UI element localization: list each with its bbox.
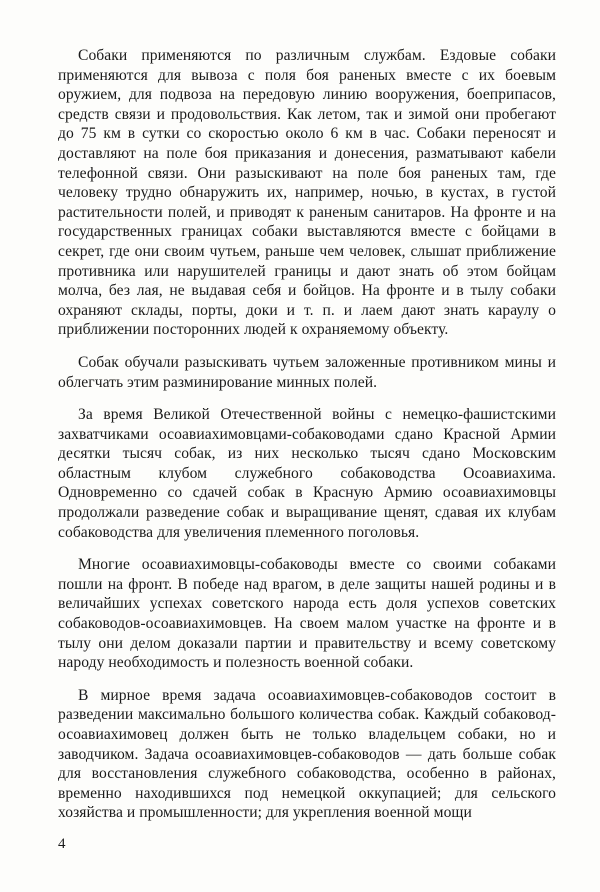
paragraph-mine-detection: Собак обучали разыскивать чутьем заложенные противником мины и облегчать этим разминирование минных полей.	[58, 353, 556, 391]
paragraph-peacetime-task: В мирное время задача осоавиахимовцев-собаководов состоит в разведении максимально большого количества собак. Каждый собаковод-осоавиахимовец должен быть не только владельцем собаки, но и заводчиком. Задача осоавиахимовцев-собаководов — дать больше собак для восстановления служебного собаководства, особенно в районах, временно находившихся под немецкой оккупацией; для сельского хозяйства и промышленности; для укрепления военной мощи	[58, 686, 556, 822]
paragraph-dog-services: Собаки применяются по различным службам. Ездовые собаки применяются для вывоза с поля боя раненых вместе с их боевым оружием, для подвоза на передовую линию вооружения, боеприпасов, средств связи и продовольствия. Как летом, так и зимой они пробегают до 75 км в сутки со скоростью около 6 км в час. Собаки переносят и доставляют на поле боя приказания и донесения, разматывают кабели телефонной связи. Они разыскивают на поле боя раненых там, где человеку трудно обнаружить их, например, ночью, в кустах, в густой растительности полей, и приводят к раненым санитаров. На фронте и на государственных границах собаки выставляются вместе с бойцами в секрет, где они своим чутьем, раньше чем человек, слышат приближение противника или нарушителей границы и дают знать об этом бойцам молча, без лая, не выдавая себя и бойцов. На фронте и в тылу собаки охраняют склады, порты, доки и т. п. и лаем дают знать караулу о приближении посторонних людей к охраняемому объекту.	[58, 47, 556, 339]
paragraph-war-contribution: За время Великой Отечественной войны с немецко-фашистскими захватчиками осоавиахимовцами-собаководами сдано Красной Армии десятки тысяч собак, из них несколько тысяч сдано Московским областным клубом служебного собаководства Осоавиахима. Одновременно со сдачей собак в Красную Армию осоавиахимовцы продолжали разведение собак и выращивание щенят, сдавая их клубам собаководства для увеличения племенного поголовья.	[58, 406, 556, 541]
page-number: 4	[58, 836, 66, 852]
paragraph-front-service: Многие осоавиахимовцы-собаководы вместе со своими собаками пошли на фронт. В победе над врагом, в деле защиты нашей родины и в величайших успехах советского народа есть доля успехов советских собаководов-осоавиахимовцев. На своем малом участке на фронте и в тылу они делом доказали партии и правительству и всему советскому народу необходимость и полезность военной собаки.	[58, 556, 556, 672]
body-text	[58, 46, 556, 823]
